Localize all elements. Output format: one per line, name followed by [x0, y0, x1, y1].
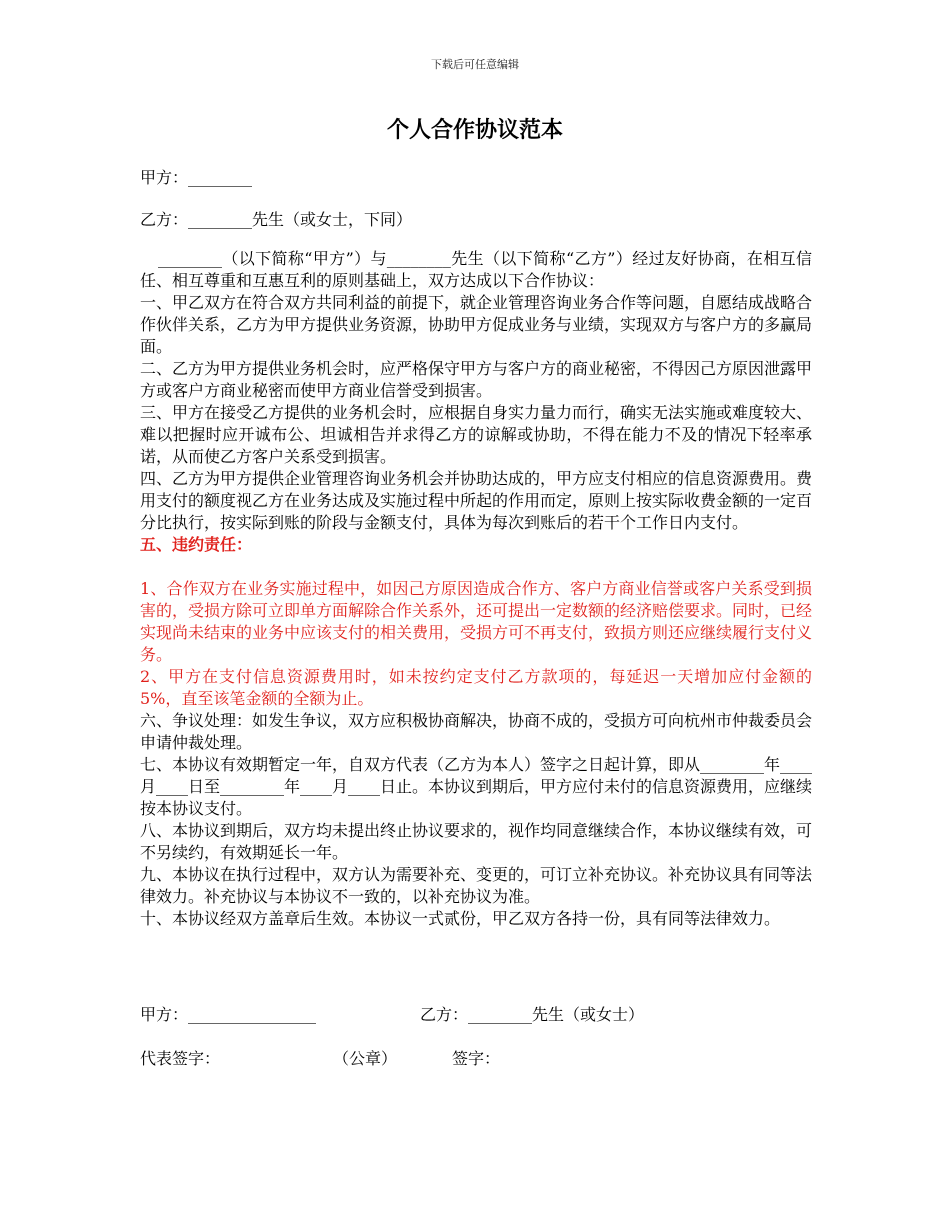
clause-5-item-1: 1、合作双方在业务实施过程中，如因己方原因造成合作方、客户方商业信誉或客户关系受到损害的，受损方除可立即单方面解除合作关系外，还可提出一定数额的经济赔偿要求。同时，已经实现尚未结束的业务中应该支付的相关费用，受损方可不再支付，致损方则还应继续履行支付义务。	[140, 579, 813, 664]
clause-8: 八、本协议到期后，双方均未提出终止协议要求的，视作均同意继续合作，本协议继续有效，可不另续约，有效期延长一年。	[140, 821, 813, 862]
clause-4: 四、乙方为甲方提供企业管理咨询业务机会并协助达成的，甲方应支付相应的信息资源费用。费用支付的额度视乙方在业务达成及实施过程中所起的作用而定，原则上按实际收费金额的一定百分比执行，按实际到账的阶段与金额支付，具体为每次到账后的若干个工作日内支付。	[140, 469, 813, 532]
document-title: 个人合作协议范本	[386, 118, 563, 143]
clause-1: 一、甲乙双方在符合双方共同利益的前提下，就企业管理咨询业务合作等问题，自愿结成战略合作伙伴关系，乙方为甲方提供业务资源，协助甲方促成业务与业绩，实现双方与客户方的多赢局面。	[140, 293, 813, 356]
header-note: 下载后可任意编辑	[431, 58, 519, 71]
party-b-line: 乙方：________先生（或女士，下同）	[140, 210, 413, 229]
clause-5-item-2: 2、甲方在支付信息资源费用时，如未按约定支付乙方款项的，每延迟一天增加应付金额的5%，直至该笔金额的全额为止。	[140, 667, 812, 708]
clause-3: 三、甲方在接受乙方提供的业务机会时，应根据自身实力量力而行，确实无法实施或难度较大、难以把握时应开诚布公、坦诚相告并求得乙方的谅解或协助，不得在能力不及的情况下轻率承诺，从而使乙方客户关系受到损害。	[140, 403, 813, 466]
clause-9: 九、本协议在执行过程中，双方认为需要补充、变更的，可订立补充协议。补充协议具有同等法律效力。补充协议与本协议不一致的，以补充协议为准。	[140, 865, 813, 906]
agreement-body	[140, 248, 812, 930]
clause-7: 七、本协议有效期暂定一年，自双方代表（乙方为本人）签字之日起计算，即从________年____月____日至________年____月____日止。本协议到期后，甲方应付未付的信息资源费用，应继续按本协议支付。	[140, 755, 813, 818]
clause-10: 十、本协议经双方盖章后生效。本协议一式贰份，甲乙双方各持一份，具有同等法律效力。	[140, 909, 781, 928]
rep-signature-label: 代表签字：	[140, 1049, 221, 1068]
party-a-line: 甲方：________	[140, 168, 253, 187]
sign-label: 签字：	[452, 1049, 501, 1068]
signature-party-a: 甲方：________________	[140, 1005, 317, 1024]
seal-label: （公章）	[333, 1049, 398, 1068]
intro-paragraph: ________（以下简称“甲方”）与________先生（以下简称“乙方”）经过友好协商，在相互信任、相互尊重和互惠互利的原则基础上，双方达成以下合作协议：	[140, 249, 812, 290]
clause-6: 六、争议处理：如发生争议，双方应积极协商解决，协商不成的，受损方可向杭州市仲裁委员会申请仲裁处理。	[140, 711, 813, 752]
clause-2: 二、乙方为甲方提供业务机会时，应严格保守甲方与客户方的商业秘密，不得因己方原因泄露甲方或客户方商业秘密而使甲方商业信誉受到损害。	[140, 359, 813, 400]
signature-party-b: 乙方：________先生（或女士）	[420, 1005, 645, 1024]
clause-5-heading: 五、违约责任：	[140, 535, 253, 554]
